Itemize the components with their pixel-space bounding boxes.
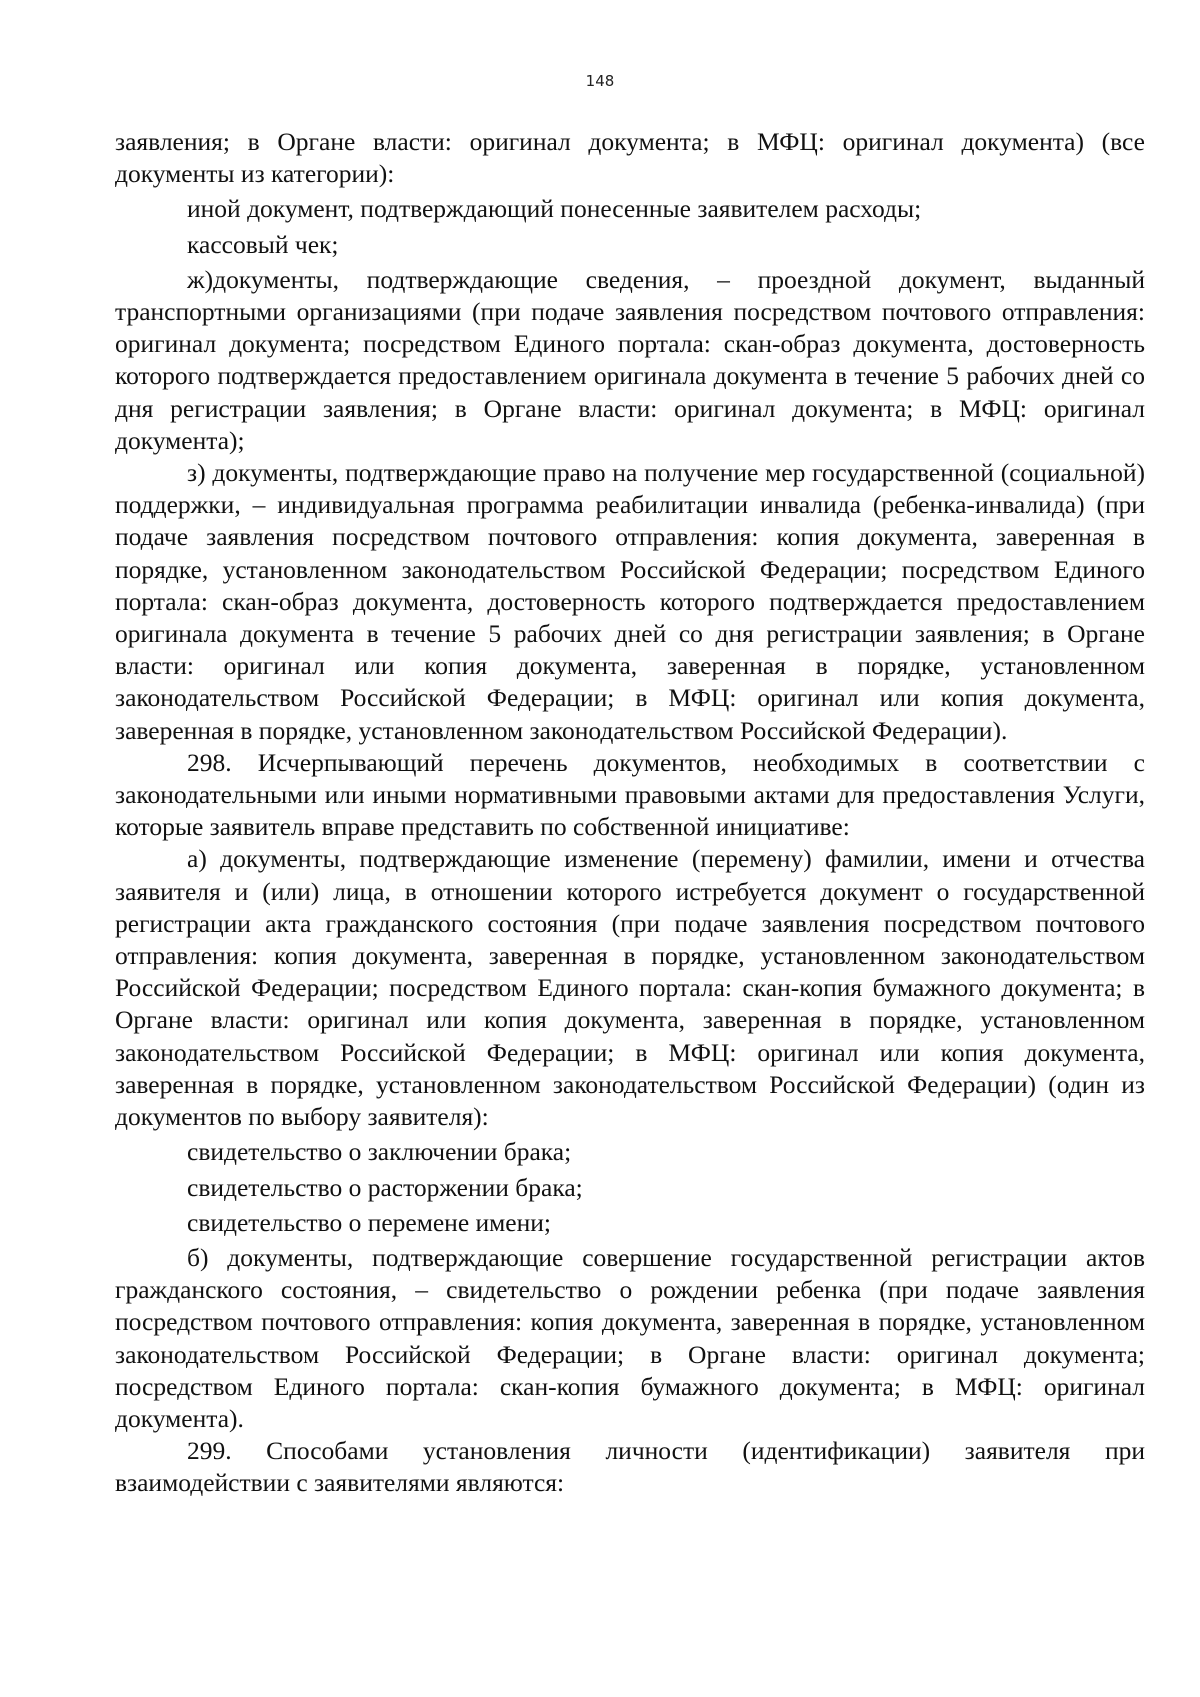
document-body bbox=[115, 126, 1145, 1500]
paragraph-item-zh: ж)документы, подтверждающие сведения, – проездной документ, выданный транспортными организациями (при подаче заявления посредством почтового отправления: оригинал документа; посредством Единого портала: скан-образ документа, достоверность которого подтверждается предоставлением оригинала документа в течение 5 рабочих дней со дня регистрации заявления; в Органе власти: оригинал документа; в МФЦ: оригинал документа); bbox=[115, 264, 1145, 455]
paragraph-item-a: а) документы, подтверждающие изменение (перемену) фамилии, имени и отчества заявителя и (или) лица, в отношении которого истребуется документ о государственной регистрации акта гражданского состояния (при подаче заявления посредством почтового отправления: копия документа, заверенная в порядке, установленном законодательством Российской Федерации; посредством Единого портала: скан-копия бумажного документа; в Органе власти: оригинал или копия документа, заверенная в порядке, установленном законодательством Российской Федерации; в МФЦ: оригинал или копия документа, заверенная в порядке, установленном законодательством Российской Федерации) (один из документов по выбору заявителя): bbox=[115, 844, 1145, 1132]
page-number: 148 bbox=[585, 72, 615, 90]
list-item-marriage-certificate: свидетельство о заключении брака; bbox=[187, 1137, 572, 1167]
list-item-name-change-certificate: свидетельство о перемене имени; bbox=[187, 1207, 551, 1237]
paragraph-299: 299. Способами установления личности (идентификации) заявителя при взаимодействии с заявителями являются: bbox=[115, 1436, 1145, 1498]
list-item-cash-receipt: кассовый чек; bbox=[187, 229, 339, 259]
list-item-divorce-certificate: свидетельство о расторжении брака; bbox=[187, 1172, 583, 1202]
paragraph-continuation: заявления; в Органе власти: оригинал документа; в МФЦ: оригинал документа) (все документы из категории): bbox=[115, 127, 1145, 189]
paragraph-item-z: з) документы, подтверждающие право на получение мер государственной (социальной) поддержки, – индивидуальная программа реабилитации инвалида (ребенка-инвалида) (при подаче заявления посредством почтового отправления: копия документа, заверенная в порядке, установленном законодательством Российской Федерации; посредством Единого портала: скан-образ документа, достоверность которого подтверждается предоставлением оригинала документа в течение 5 рабочих дней со дня регистрации заявления; в Органе власти: оригинал или копия документа, заверенная в порядке, установленном законодательством Российской Федерации; в МФЦ: оригинал или копия документа, заверенная в порядке, установленном законодательством Российской Федерации). bbox=[115, 458, 1145, 745]
paragraph-item-b: б) документы, подтверждающие совершение государственной регистрации актов гражданского состояния, – свидетельство о рождении ребенка (при подаче заявления посредством почтового отправления: копия документа, заверенная в порядке, установленном законодательством Российской Федерации; в Органе власти: оригинал документа; посредством Единого портала: скан-копия бумажного документа; в МФЦ: оригинал документа). bbox=[115, 1242, 1145, 1433]
paragraph-298: 298. Исчерпывающий перечень документов, необходимых в соответствии с законодательными или иными нормативными правовыми актами для предоставления Услуги, которые заявитель вправе представить по собственной инициативе: bbox=[115, 747, 1145, 842]
list-item-expense-document: иной документ, подтверждающий понесенные заявителем расходы; bbox=[187, 194, 922, 224]
